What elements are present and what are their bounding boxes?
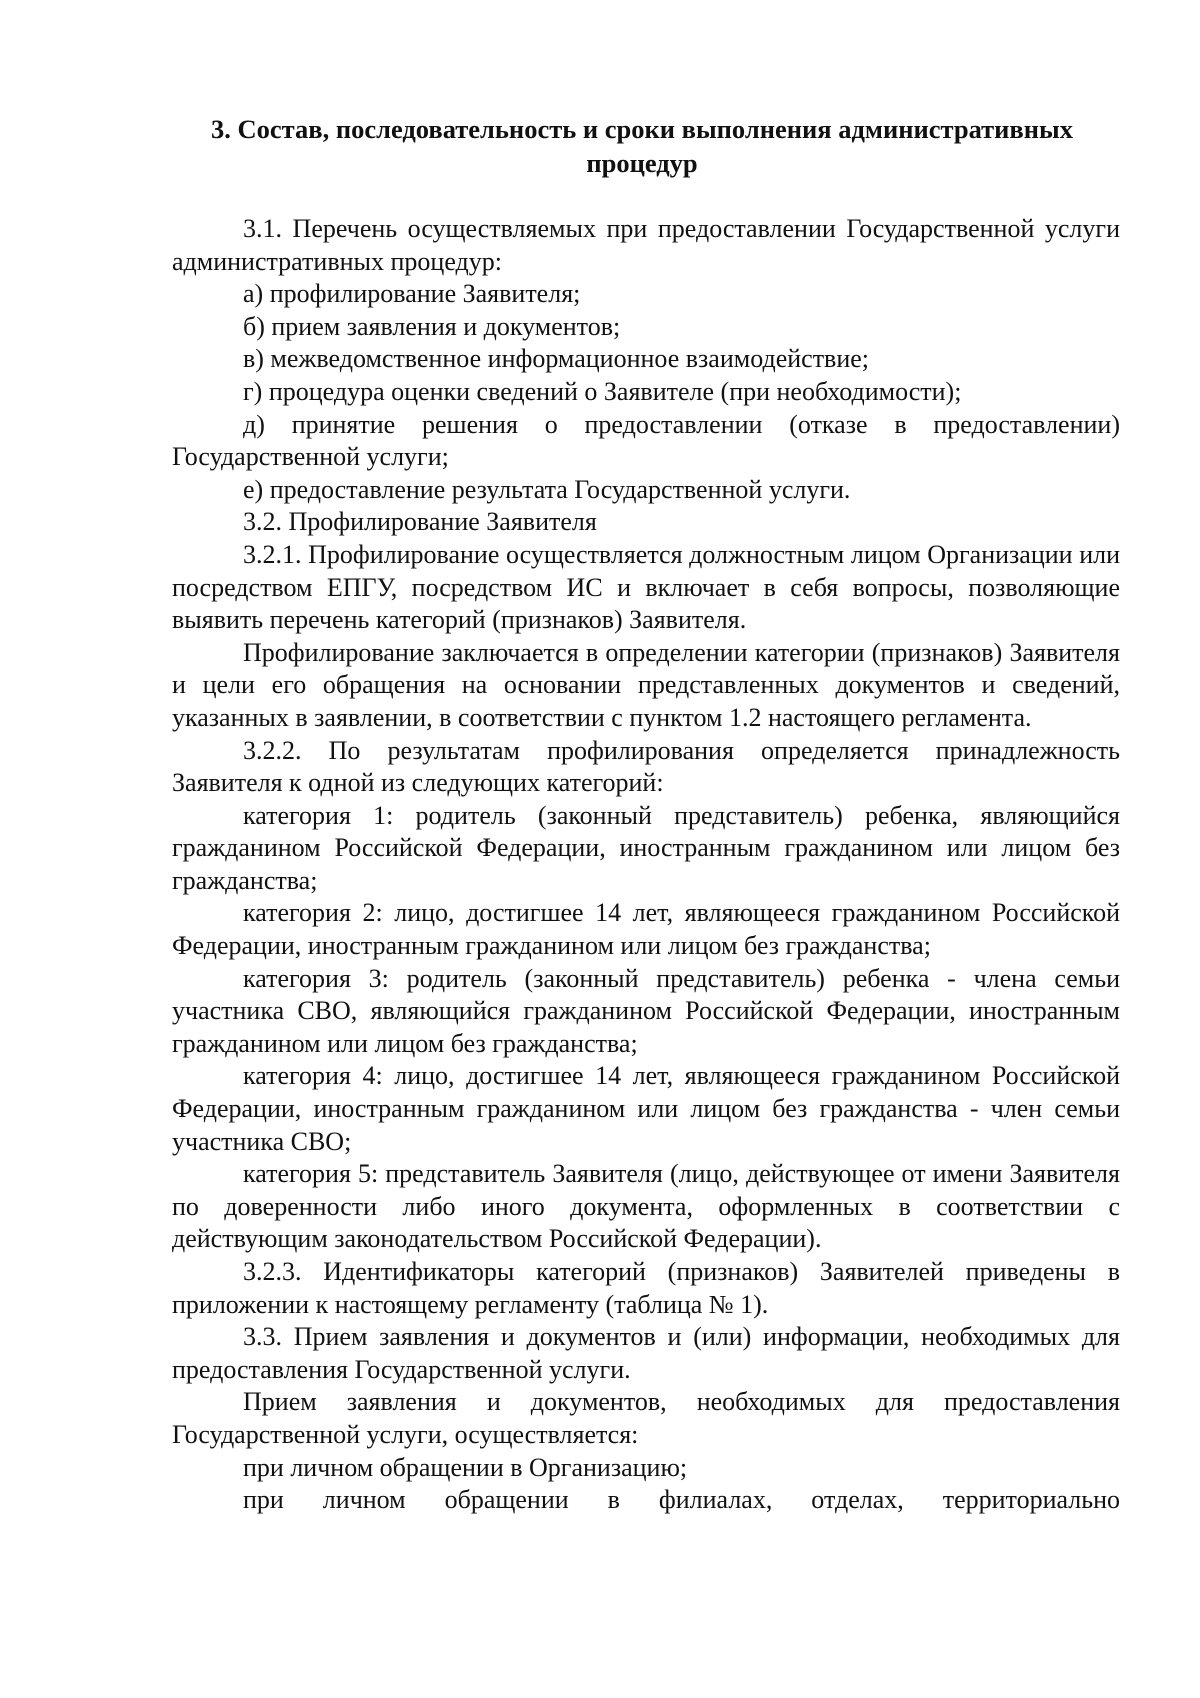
list-item: при личном обращении в Организацию;	[243, 1452, 688, 1482]
paragraph: Профилирование заключается в определении категории (признаков) Заявителя и цели его обращения на основании представленных документов и сведений, указанных в заявлении, в соответствии с пунктом 1.2 настоящего регламента.	[172, 637, 1120, 732]
section-heading: 3. Состав, последовательность и сроки выполнения административных процедур	[211, 114, 1073, 178]
category-item: категория 1: родитель (законный представитель) ребенка, являющийся гражданином Российской Федерации, иностранным гражданином или лицом без гражданства;	[172, 800, 1120, 895]
list-item: е) предоставление результата Государственной услуги.	[243, 474, 851, 504]
document-body	[172, 213, 1120, 1517]
paragraph: 3.2.3. Идентификаторы категорий (признаков) Заявителей приведены в приложении к настоящему регламенту (таблица № 1).	[172, 1257, 1120, 1319]
category-item: категория 5: представитель Заявителя (лицо, действующее от имени Заявителя по доверенности либо иного документа, оформленных в соответствии с действующим законодательством Российской Федерации).	[172, 1159, 1120, 1254]
subsection-heading: 3.2. Профилирование Заявителя	[243, 507, 597, 537]
paragraph: Прием заявления и документов, необходимых для предоставления Государственной услуги, осуществляется:	[172, 1387, 1120, 1449]
list-item: б) прием заявления и документов;	[243, 311, 621, 341]
list-item: а) профилирование Заявителя;	[243, 279, 581, 309]
category-item: категория 4: лицо, достигшее 14 лет, являющееся гражданином Российской Федерации, иностранным гражданином или лицом без гражданства - член семьи участника СВО;	[172, 1061, 1120, 1156]
paragraph: 3.2.2. По результатам профилирования определяется принадлежность Заявителя к одной из следующих категорий:	[172, 735, 1120, 798]
paragraph: 3.2.1. Профилирование осуществляется должностным лицом Организации или посредством ЕПГУ, посредством ИС и включает в себя вопросы, позволяющие выявить перечень категорий (признаков) Заявителя.	[172, 539, 1120, 635]
category-item: категория 3: родитель (законный представитель) ребенка - члена семьи участника СВО, являющийся гражданином Российской Федерации, иностранным гражданином или лицом без гражданства;	[172, 963, 1120, 1058]
paragraph: 3.3. Прием заявления и документов и (или) информации, необходимых для предоставления Государственной услуги.	[172, 1322, 1120, 1384]
list-item: д) принятие решения о предоставлении (отказе в предоставлении) Государственной услуги;	[172, 409, 1120, 472]
list-item: в) межведомственное информационное взаимодействие;	[243, 344, 870, 374]
category-item: категория 2: лицо, достигшее 14 лет, являющееся гражданином Российской Федерации, иностранным гражданином или лицом без гражданства;	[172, 898, 1120, 961]
paragraph: 3.1. Перечень осуществляемых при предоставлении Государственной услуги административных процедур:	[172, 214, 1120, 276]
list-item: при личном обращении в филиалах, отделах, территориально	[243, 1485, 1120, 1515]
list-item: г) процедура оценки сведений о Заявителе (при необходимости);	[243, 376, 962, 406]
